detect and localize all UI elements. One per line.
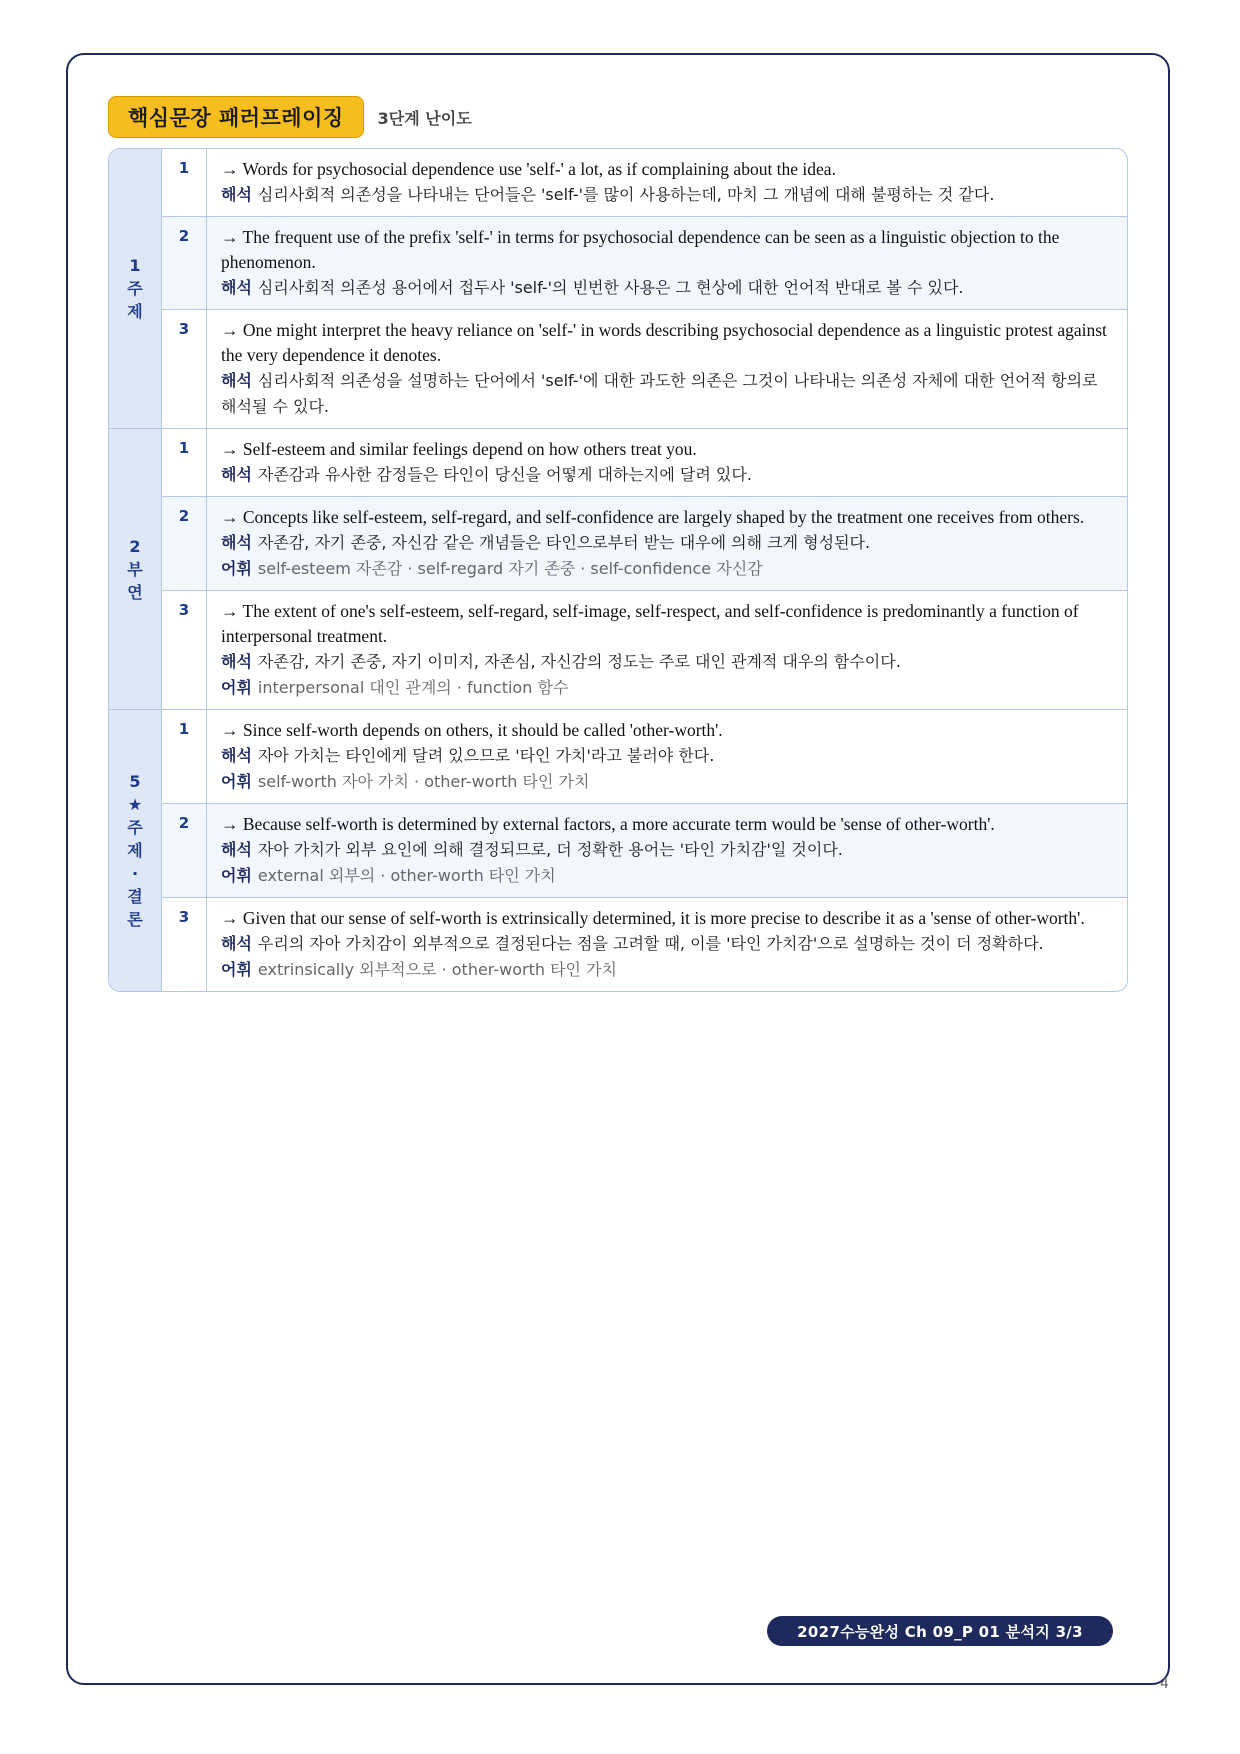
translation-text: 자존감, 자기 존중, 자기 이미지, 자존심, 자신감의 정도는 주로 대인 관계적 대우의 함수이다. bbox=[257, 652, 901, 671]
table-row bbox=[162, 497, 1127, 591]
vocab-line bbox=[221, 863, 1115, 889]
table-row bbox=[162, 310, 1127, 428]
row-content bbox=[207, 898, 1127, 991]
vocab-line bbox=[221, 556, 1115, 582]
row-number: 1 bbox=[162, 149, 207, 216]
table-row bbox=[162, 898, 1127, 991]
table-group bbox=[109, 149, 1127, 429]
vocab-line bbox=[221, 769, 1115, 795]
row-number: 3 bbox=[162, 591, 207, 709]
translation-text: 심리사회적 의존성을 설명하는 단어에서 'self-'에 대한 과도한 의존은 그것이 나타내는 의존성 자체에 대한 언어적 항의로 해석될 수 있다. bbox=[221, 371, 1098, 416]
translation-tag: 해석 bbox=[221, 533, 252, 552]
translation-line bbox=[221, 649, 1115, 675]
row-number: 2 bbox=[162, 804, 207, 897]
translation-tag: 해석 bbox=[221, 185, 252, 204]
row-number: 1 bbox=[162, 429, 207, 496]
row-content bbox=[207, 591, 1127, 709]
group-label: 5★주제·결론 bbox=[127, 772, 143, 929]
row-content bbox=[207, 429, 1127, 496]
table-group bbox=[109, 710, 1127, 991]
group-label: 1주제 bbox=[127, 256, 143, 321]
paraphrase-sentence: → Concepts like self-esteem, self-regard, and self-confidence are largely shaped by the treatment one receives from others. bbox=[221, 507, 1085, 527]
vocab-tag: 어휘 bbox=[221, 772, 252, 791]
translation-tag: 해석 bbox=[221, 278, 252, 297]
group-rows bbox=[162, 149, 1127, 428]
vocab-tag: 어휘 bbox=[221, 866, 252, 885]
translation-text: 자존감, 자기 존중, 자신감 같은 개념들은 타인으로부터 받는 대우에 의해 크게 형성된다. bbox=[257, 533, 871, 552]
translation-text: 심리사회적 의존성을 나타내는 단어들은 'self-'를 많이 사용하는데, 마치 그 개념에 대해 불평하는 것 같다. bbox=[257, 185, 995, 204]
group-label-cell bbox=[109, 429, 162, 709]
translation-text: 자아 가치는 타인에게 달려 있으므로 '타인 가치'라고 불러야 한다. bbox=[257, 746, 715, 765]
table-row bbox=[162, 804, 1127, 898]
vocab-tag: 어휘 bbox=[221, 960, 252, 979]
group-rows bbox=[162, 710, 1127, 991]
group-label-cell bbox=[109, 149, 162, 428]
paraphrase-sentence: → One might interpret the heavy reliance on 'self-' in words describing psychosocial dependence as a linguistic protest against the very dependence it denotes. bbox=[221, 320, 1107, 365]
difficulty-level: 3단계 난이도 bbox=[377, 108, 472, 128]
row-content bbox=[207, 310, 1127, 428]
section-title-badge: 핵심문장 패러프레이징 bbox=[108, 96, 364, 138]
vocab-text: extrinsically 외부적으로 · other-worth 타인 가치 bbox=[257, 960, 617, 979]
paraphrase-sentence: → The extent of one's self-esteem, self-regard, self-image, self-respect, and self-confidence is predominantly a function of interpersonal treatment. bbox=[221, 601, 1079, 646]
table-row bbox=[162, 217, 1127, 310]
vocab-line bbox=[221, 675, 1115, 701]
row-content bbox=[207, 217, 1127, 309]
row-number: 2 bbox=[162, 497, 207, 590]
table-row bbox=[162, 710, 1127, 804]
vocab-text: self-worth 자아 가치 · other-worth 타인 가치 bbox=[257, 772, 590, 791]
translation-tag: 해석 bbox=[221, 934, 252, 953]
table-row bbox=[162, 429, 1127, 497]
paraphrase-table bbox=[108, 148, 1128, 992]
translation-line bbox=[221, 743, 1115, 769]
table-group bbox=[109, 429, 1127, 710]
translation-tag: 해석 bbox=[221, 652, 252, 671]
vocab-text: external 외부의 · other-worth 타인 가치 bbox=[257, 866, 556, 885]
vocab-text: self-esteem 자존감 · self-regard 자기 존중 · self-confidence 자신감 bbox=[257, 559, 763, 578]
paraphrase-sentence: → Self-esteem and similar feelings depend on how others treat you. bbox=[221, 439, 697, 459]
translation-text: 자존감과 유사한 감정들은 타인이 당신을 어떻게 대하는지에 달려 있다. bbox=[257, 465, 752, 484]
vocab-text: interpersonal 대인 관계의 · function 함수 bbox=[257, 678, 569, 697]
translation-line bbox=[221, 368, 1115, 420]
paraphrase-sentence: → Since self-worth depends on others, it should be called 'other-worth'. bbox=[221, 720, 723, 740]
row-number: 1 bbox=[162, 710, 207, 803]
translation-line bbox=[221, 530, 1115, 556]
section-header bbox=[108, 96, 472, 138]
group-label: 2부연 bbox=[127, 536, 143, 602]
paraphrase-sentence: → Words for psychosocial dependence use 'self-' a lot, as if complaining about the idea. bbox=[221, 159, 836, 179]
translation-text: 심리사회적 의존성 용어에서 접두사 'self-'의 빈번한 사용은 그 현상에 대한 언어적 반대로 볼 수 있다. bbox=[257, 278, 964, 297]
row-content bbox=[207, 710, 1127, 803]
paraphrase-sentence: → Because self-worth is determined by external factors, a more accurate term would be 'sense of other-worth'. bbox=[221, 814, 995, 834]
vocab-line bbox=[221, 957, 1115, 983]
group-label-cell bbox=[109, 710, 162, 991]
translation-text: 우리의 자아 가치감이 외부적으로 결정된다는 점을 고려할 때, 이를 '타인 가치감'으로 설명하는 것이 더 정확하다. bbox=[257, 934, 1044, 953]
translation-line bbox=[221, 462, 1115, 488]
table-row bbox=[162, 591, 1127, 709]
table-row bbox=[162, 149, 1127, 217]
translation-tag: 해석 bbox=[221, 465, 252, 484]
row-number: 2 bbox=[162, 217, 207, 309]
row-content bbox=[207, 149, 1127, 216]
translation-tag: 해석 bbox=[221, 371, 252, 390]
group-rows bbox=[162, 429, 1127, 709]
vocab-tag: 어휘 bbox=[221, 678, 252, 697]
translation-tag: 해석 bbox=[221, 840, 252, 859]
paraphrase-sentence: → The frequent use of the prefix 'self-' in terms for psychosocial dependence can be seen as a linguistic objection to the phenomenon. bbox=[221, 227, 1060, 272]
translation-line bbox=[221, 837, 1115, 863]
translation-line bbox=[221, 931, 1115, 957]
row-content bbox=[207, 497, 1127, 590]
translation-tag: 해석 bbox=[221, 746, 252, 765]
row-number: 3 bbox=[162, 898, 207, 991]
row-number: 3 bbox=[162, 310, 207, 428]
page-number: 4 bbox=[1160, 1676, 1169, 1692]
translation-line bbox=[221, 275, 1115, 301]
row-content bbox=[207, 804, 1127, 897]
translation-line bbox=[221, 182, 1115, 208]
paraphrase-sentence: → Given that our sense of self-worth is extrinsically determined, it is more precise to describe it as a 'sense of other-worth'. bbox=[221, 908, 1085, 928]
vocab-tag: 어휘 bbox=[221, 559, 252, 578]
footer-badge: 2027수능완성 Ch 09_P 01 분석지 3/3 bbox=[767, 1616, 1113, 1646]
translation-text: 자아 가치가 외부 요인에 의해 결정되므로, 더 정확한 용어는 '타인 가치감'일 것이다. bbox=[257, 840, 843, 859]
